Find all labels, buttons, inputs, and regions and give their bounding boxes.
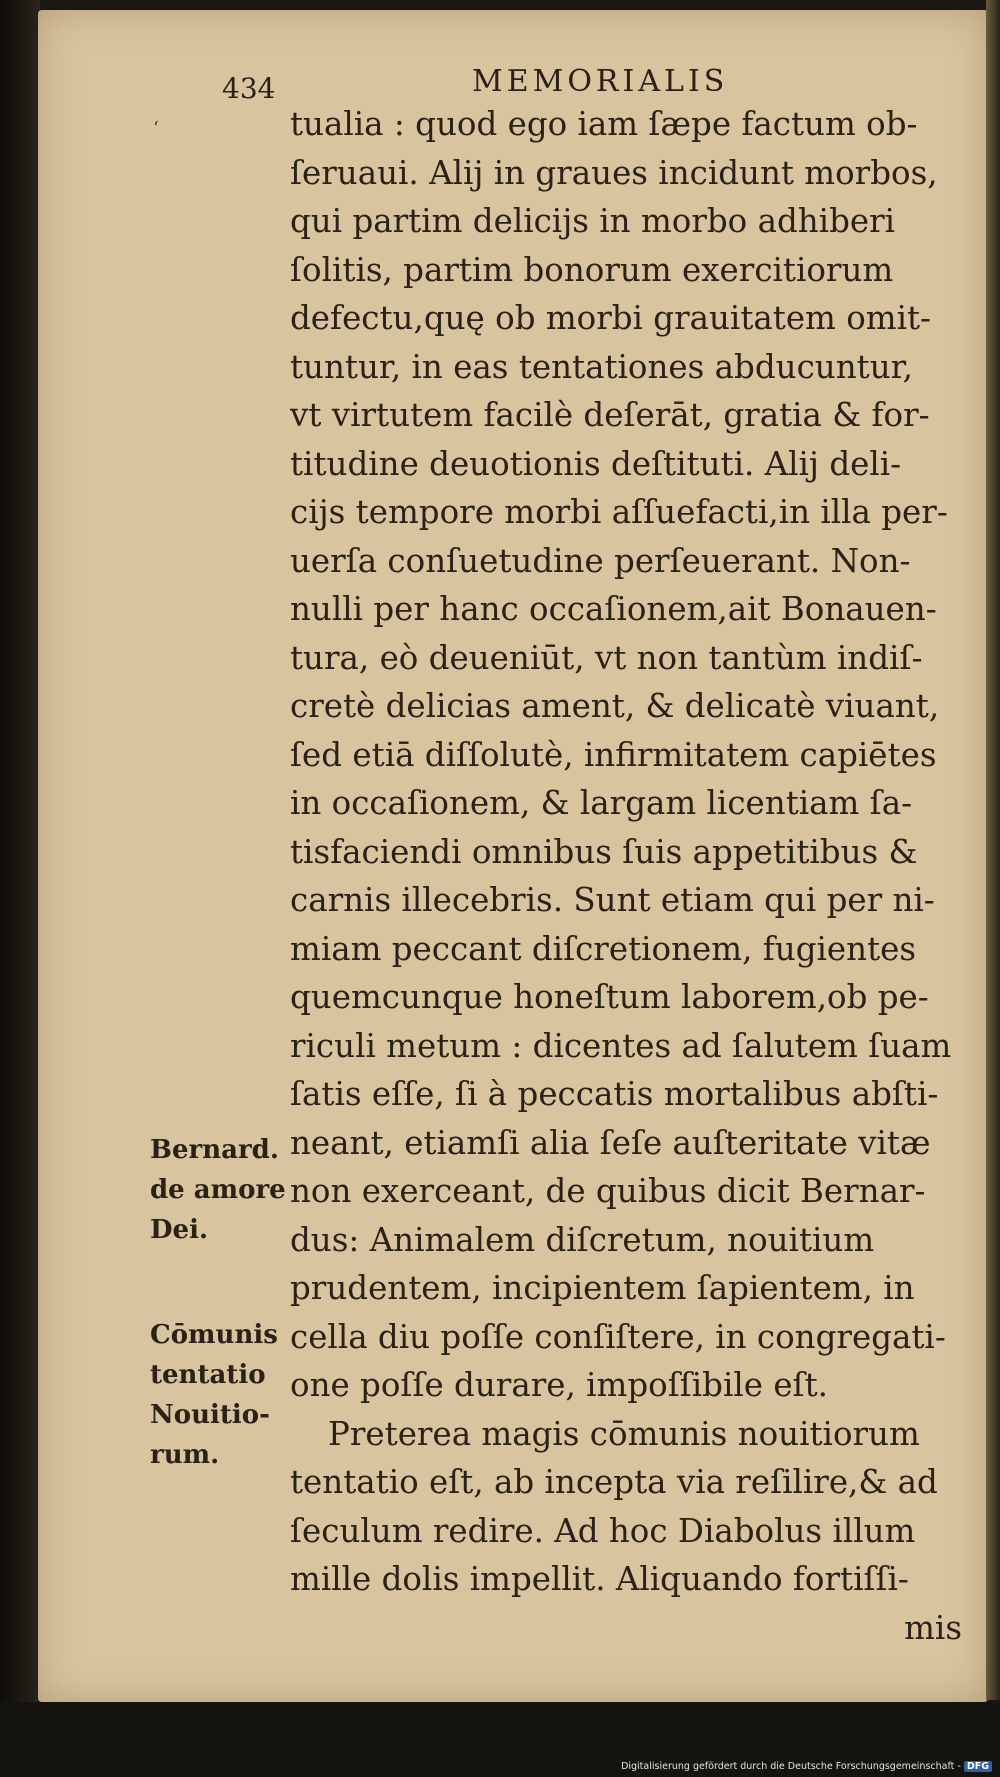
margin-note-communis bbox=[150, 1315, 300, 1475]
text-line: tentatio eſt, ab incepta via reſilire,& ad bbox=[290, 1463, 938, 1501]
text-line: prudentem, incipientem ſapientem, in bbox=[290, 1269, 915, 1307]
text-line: dus: Animalem diſcretum, nouitium bbox=[290, 1220, 875, 1259]
text-line: Preterea magis cōmunis nouitiorum bbox=[328, 1414, 920, 1453]
text-line: ſeruaui. Alij in graues incidunt morbos, bbox=[290, 153, 938, 192]
text-line: cretè delicias ament, & delicatè viuant, bbox=[290, 687, 940, 725]
text-line: cella diu poſſe conſiſtere, in congregati- bbox=[290, 1317, 946, 1356]
margin-note-line: tentatio bbox=[150, 1360, 266, 1390]
text-line: tuntur, in eas tentationes abducuntur, bbox=[290, 347, 913, 386]
margin-note-bernard bbox=[150, 1130, 300, 1250]
text-line: qui partim delicijs in morbo adhiberi bbox=[290, 202, 896, 240]
margin-note-line: Nouitio- bbox=[150, 1400, 270, 1430]
margin-note-line: Bernard. bbox=[150, 1135, 279, 1165]
text-line: tura, eò deueniūt, vt non tantùm indiſ- bbox=[290, 638, 923, 677]
margin-note-line: Cōmunis bbox=[150, 1320, 278, 1350]
text-line: tualia : quod ego iam ſæpe factum ob- bbox=[290, 105, 918, 143]
text-line: non exerceant, de quibus dicit Bernar- bbox=[290, 1172, 926, 1210]
text-line: ſeculum redire. Ad hoc Diabolus illum bbox=[290, 1511, 916, 1550]
text-line: titudine deuotionis deſtituti. Alij deli- bbox=[290, 444, 902, 483]
digitization-credit bbox=[621, 1761, 992, 1772]
margin-note-line: Dei. bbox=[150, 1215, 209, 1245]
text-line: uerſa conſuetudine perſeuerant. Non- bbox=[290, 541, 911, 580]
text-line: vt virtutem facilè deſerāt, gratia & for- bbox=[290, 396, 930, 434]
dfg-logo: DFG bbox=[964, 1761, 992, 1772]
text-line: cijs tempore morbi aſſuefacti,in illa per- bbox=[290, 493, 948, 531]
text-line: one poſſe durare, impoſſibile eſt. bbox=[290, 1366, 828, 1404]
running-title: MEMORIALIS bbox=[472, 64, 729, 99]
text-line: tisfaciendi omnibus ſuis appetitibus & bbox=[290, 832, 918, 871]
text-line: ſolitis, partim bonorum exercitiorum bbox=[290, 250, 894, 289]
book-gutter bbox=[0, 0, 40, 1777]
text-line: quemcunque honeſtum laborem,ob pe- bbox=[290, 978, 929, 1016]
text-line: mille dolis impellit. Aliquando fortiſſi- bbox=[290, 1560, 909, 1598]
body-text bbox=[290, 100, 962, 1652]
text-line: ſatis eſſe, ſi à peccatis mortalibus abſti- bbox=[290, 1075, 939, 1113]
text-line: carnis illecebris. Sunt etiam qui per ni- bbox=[290, 881, 935, 919]
text-line: defectu,quę ob morbi grauitatem omit- bbox=[290, 299, 932, 337]
text-line: in occaſionem, & largam licentiam ſa- bbox=[290, 784, 913, 822]
stray-mark: ‘ bbox=[153, 118, 159, 139]
text-line: ſed etiā diſſolutè, infirmitatem capiētes bbox=[290, 735, 937, 774]
margin-note-line: de amore bbox=[150, 1175, 286, 1205]
credit-text: Digitalisierung gefördert durch die Deutsche Forschungsgemeinschaft - bbox=[621, 1761, 961, 1772]
page-number: 434 bbox=[222, 72, 276, 105]
catchword: mis bbox=[904, 1608, 962, 1647]
page-edge bbox=[986, 0, 1000, 1700]
text-line: neant, etiamſi alia ſeſe auſteritate vitæ bbox=[290, 1123, 931, 1162]
text-line: riculi metum : dicentes ad ſalutem ſuam bbox=[290, 1026, 952, 1065]
margin-note-line: rum. bbox=[150, 1440, 220, 1470]
text-line: nulli per hanc occaſionem,ait Bonauen- bbox=[290, 590, 937, 628]
text-line: miam peccant diſcretionem, fugientes bbox=[290, 929, 917, 968]
